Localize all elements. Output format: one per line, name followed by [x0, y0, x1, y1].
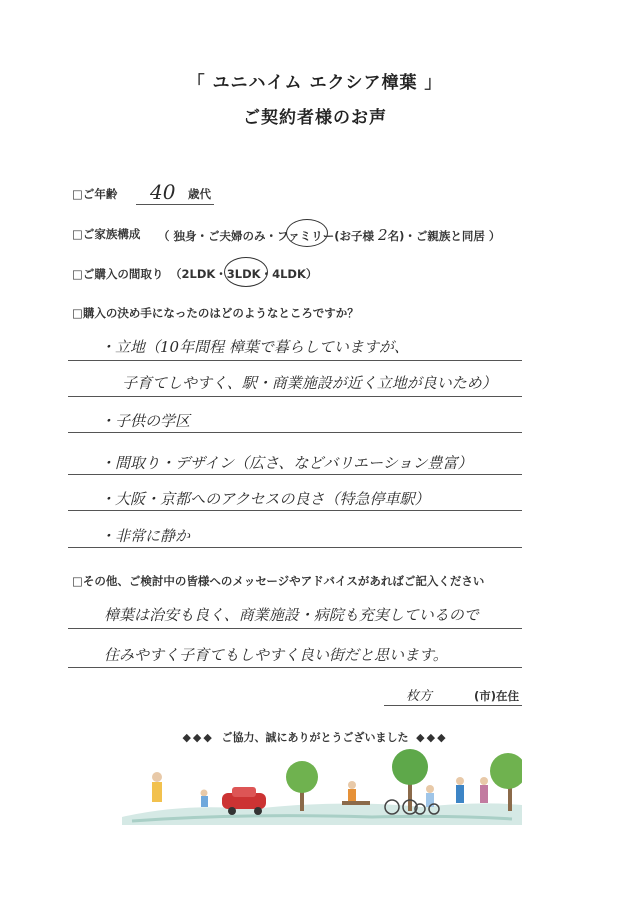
residence-underline [384, 705, 522, 706]
family-label: □ご家族構成 [72, 227, 141, 241]
thanks-message: ◆◆◆ ご協力、誠にありがとうございました ◆◆◆ [182, 731, 448, 744]
residence-city: 枚方 [406, 689, 433, 704]
community-illustration [122, 745, 522, 825]
age-underline [136, 204, 214, 205]
message-line-2: 住みやすく子育てもしやすく良い街だと思います。 [104, 646, 448, 664]
reason-line-3: ・子供の学区 [100, 412, 191, 430]
family-selection-circle [286, 219, 328, 247]
reason-line-2: 子育てしやすく、駅・商業施設が近く立地が良いため） [122, 374, 497, 392]
family-options: （ 独身・ご夫婦のみ・ファミリー(お子様 2名)・ご親族と同居 ） [158, 226, 501, 244]
reason-line-5: ・大阪・京都へのアクセスの良さ（特急停車駅） [100, 490, 430, 508]
family-children-count: 2 [378, 226, 388, 244]
layout-label: □ご購入の間取り [72, 267, 164, 281]
message-question: □その他、ご検討中の皆様へのメッセージやアドバイスがあればご記入ください [72, 574, 485, 588]
age-value: 40 [150, 180, 176, 204]
reason-line-4: ・間取り・デザイン（広さ、などバリエーション豊富） [100, 454, 473, 472]
layout-options: （2LDK・3LDK・4LDK） [170, 267, 318, 281]
reason-line-6: ・非常に静か [100, 527, 191, 545]
reason-rule-6 [68, 547, 522, 548]
age-label: □ご年齢 [72, 187, 118, 201]
reason-rule-5 [68, 510, 522, 511]
message-rule-2 [68, 667, 522, 668]
reason-rule-2 [68, 396, 522, 397]
message-rule-1 [68, 628, 522, 629]
page-title: 「 ユニハイム エクシア樟葉 」 [187, 73, 443, 93]
reason-rule-3 [68, 432, 522, 433]
page-subtitle: ご契約者様のお声 [243, 108, 387, 128]
reason-question: □購入の決め手になったのはどのようなところですか？ [72, 306, 359, 320]
message-line-1: 樟葉は治安も良く、商業施設・病院も充実しているので [104, 606, 479, 624]
reason-line-1: ・立地（10年間程 樟葉で暮らしていますが、 [100, 338, 409, 356]
layout-selection-circle [224, 257, 268, 287]
reason-rule-1 [68, 360, 522, 361]
age-unit: 歳代 [188, 187, 211, 201]
residence-suffix: (市)在住 [474, 689, 520, 703]
reason-rule-4 [68, 474, 522, 475]
